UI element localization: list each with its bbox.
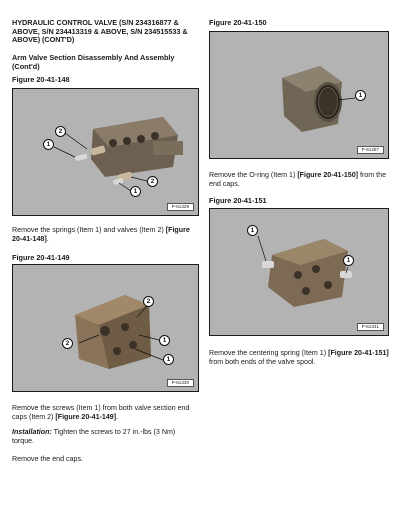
callout-1: 1: [343, 255, 354, 266]
figure-150-photo: [209, 31, 389, 159]
remove-end-caps-text: Remove the end caps.: [12, 455, 83, 463]
figure-151-label: Figure 20-41-151: [209, 196, 267, 205]
callout-2: 2: [143, 296, 154, 307]
figure-148-photo: [12, 88, 199, 216]
valve-end-cap-drawing: [13, 265, 199, 392]
callout-1: 1: [247, 225, 258, 236]
figure-149-caption: Remove the screws (Item 1) from both valve section end caps (Item 2) [Figure 20-41-149].: [12, 404, 190, 421]
figure-id: P-61257: [357, 146, 384, 154]
callout-1: 1: [355, 90, 366, 101]
figure-149-photo: [12, 264, 199, 392]
figure-149-label: Figure 20-41-149: [12, 253, 70, 262]
figure-148-caption: Remove the springs (Item 1) and valves (Item 2) [Figure 20-41-148].: [12, 226, 190, 243]
callout-1: 1: [163, 354, 174, 365]
callout-1: 1: [130, 186, 141, 197]
figure-151-photo: [209, 208, 389, 336]
section-title: HYDRAULIC CONTROL VALVE (S/N 234316877 & ABOVE, S/N 234413319 & ABOVE, S/N 234515533 & ABOVE) (CONT'D): [12, 18, 188, 45]
subsection-heading: Arm Valve Section Disassembly And Assembly (Cont'd): [12, 53, 175, 71]
callout-2: 2: [62, 338, 73, 349]
figure-148-label: Figure 20-41-148: [12, 75, 70, 84]
callout-1: 1: [159, 335, 170, 346]
installation-note: Installation: Tighten the screws to 27 in.-lbs (3 Nm) torque.: [12, 428, 176, 445]
callout-2: 2: [55, 126, 66, 137]
figure-id: P-61330: [167, 379, 194, 387]
valve-section-drawing: [13, 89, 199, 216]
figure-151-caption: Remove the centering spring (Item 1) [Figure 20-41-151] from both ends of the valve spool.: [209, 349, 389, 366]
figure-id: P-61329: [167, 203, 194, 211]
centering-spring-drawing: [210, 209, 389, 336]
figure-150-label: Figure 20-41-150: [209, 18, 267, 27]
callout-2: 2: [147, 176, 158, 187]
installation-label: Installation:: [12, 428, 52, 436]
figure-150-caption: Remove the O-ring (Item 1) [Figure 20-41-150] from the end caps.: [209, 171, 387, 188]
callout-1: 1: [43, 139, 54, 150]
figure-id: P-61331: [357, 323, 384, 331]
